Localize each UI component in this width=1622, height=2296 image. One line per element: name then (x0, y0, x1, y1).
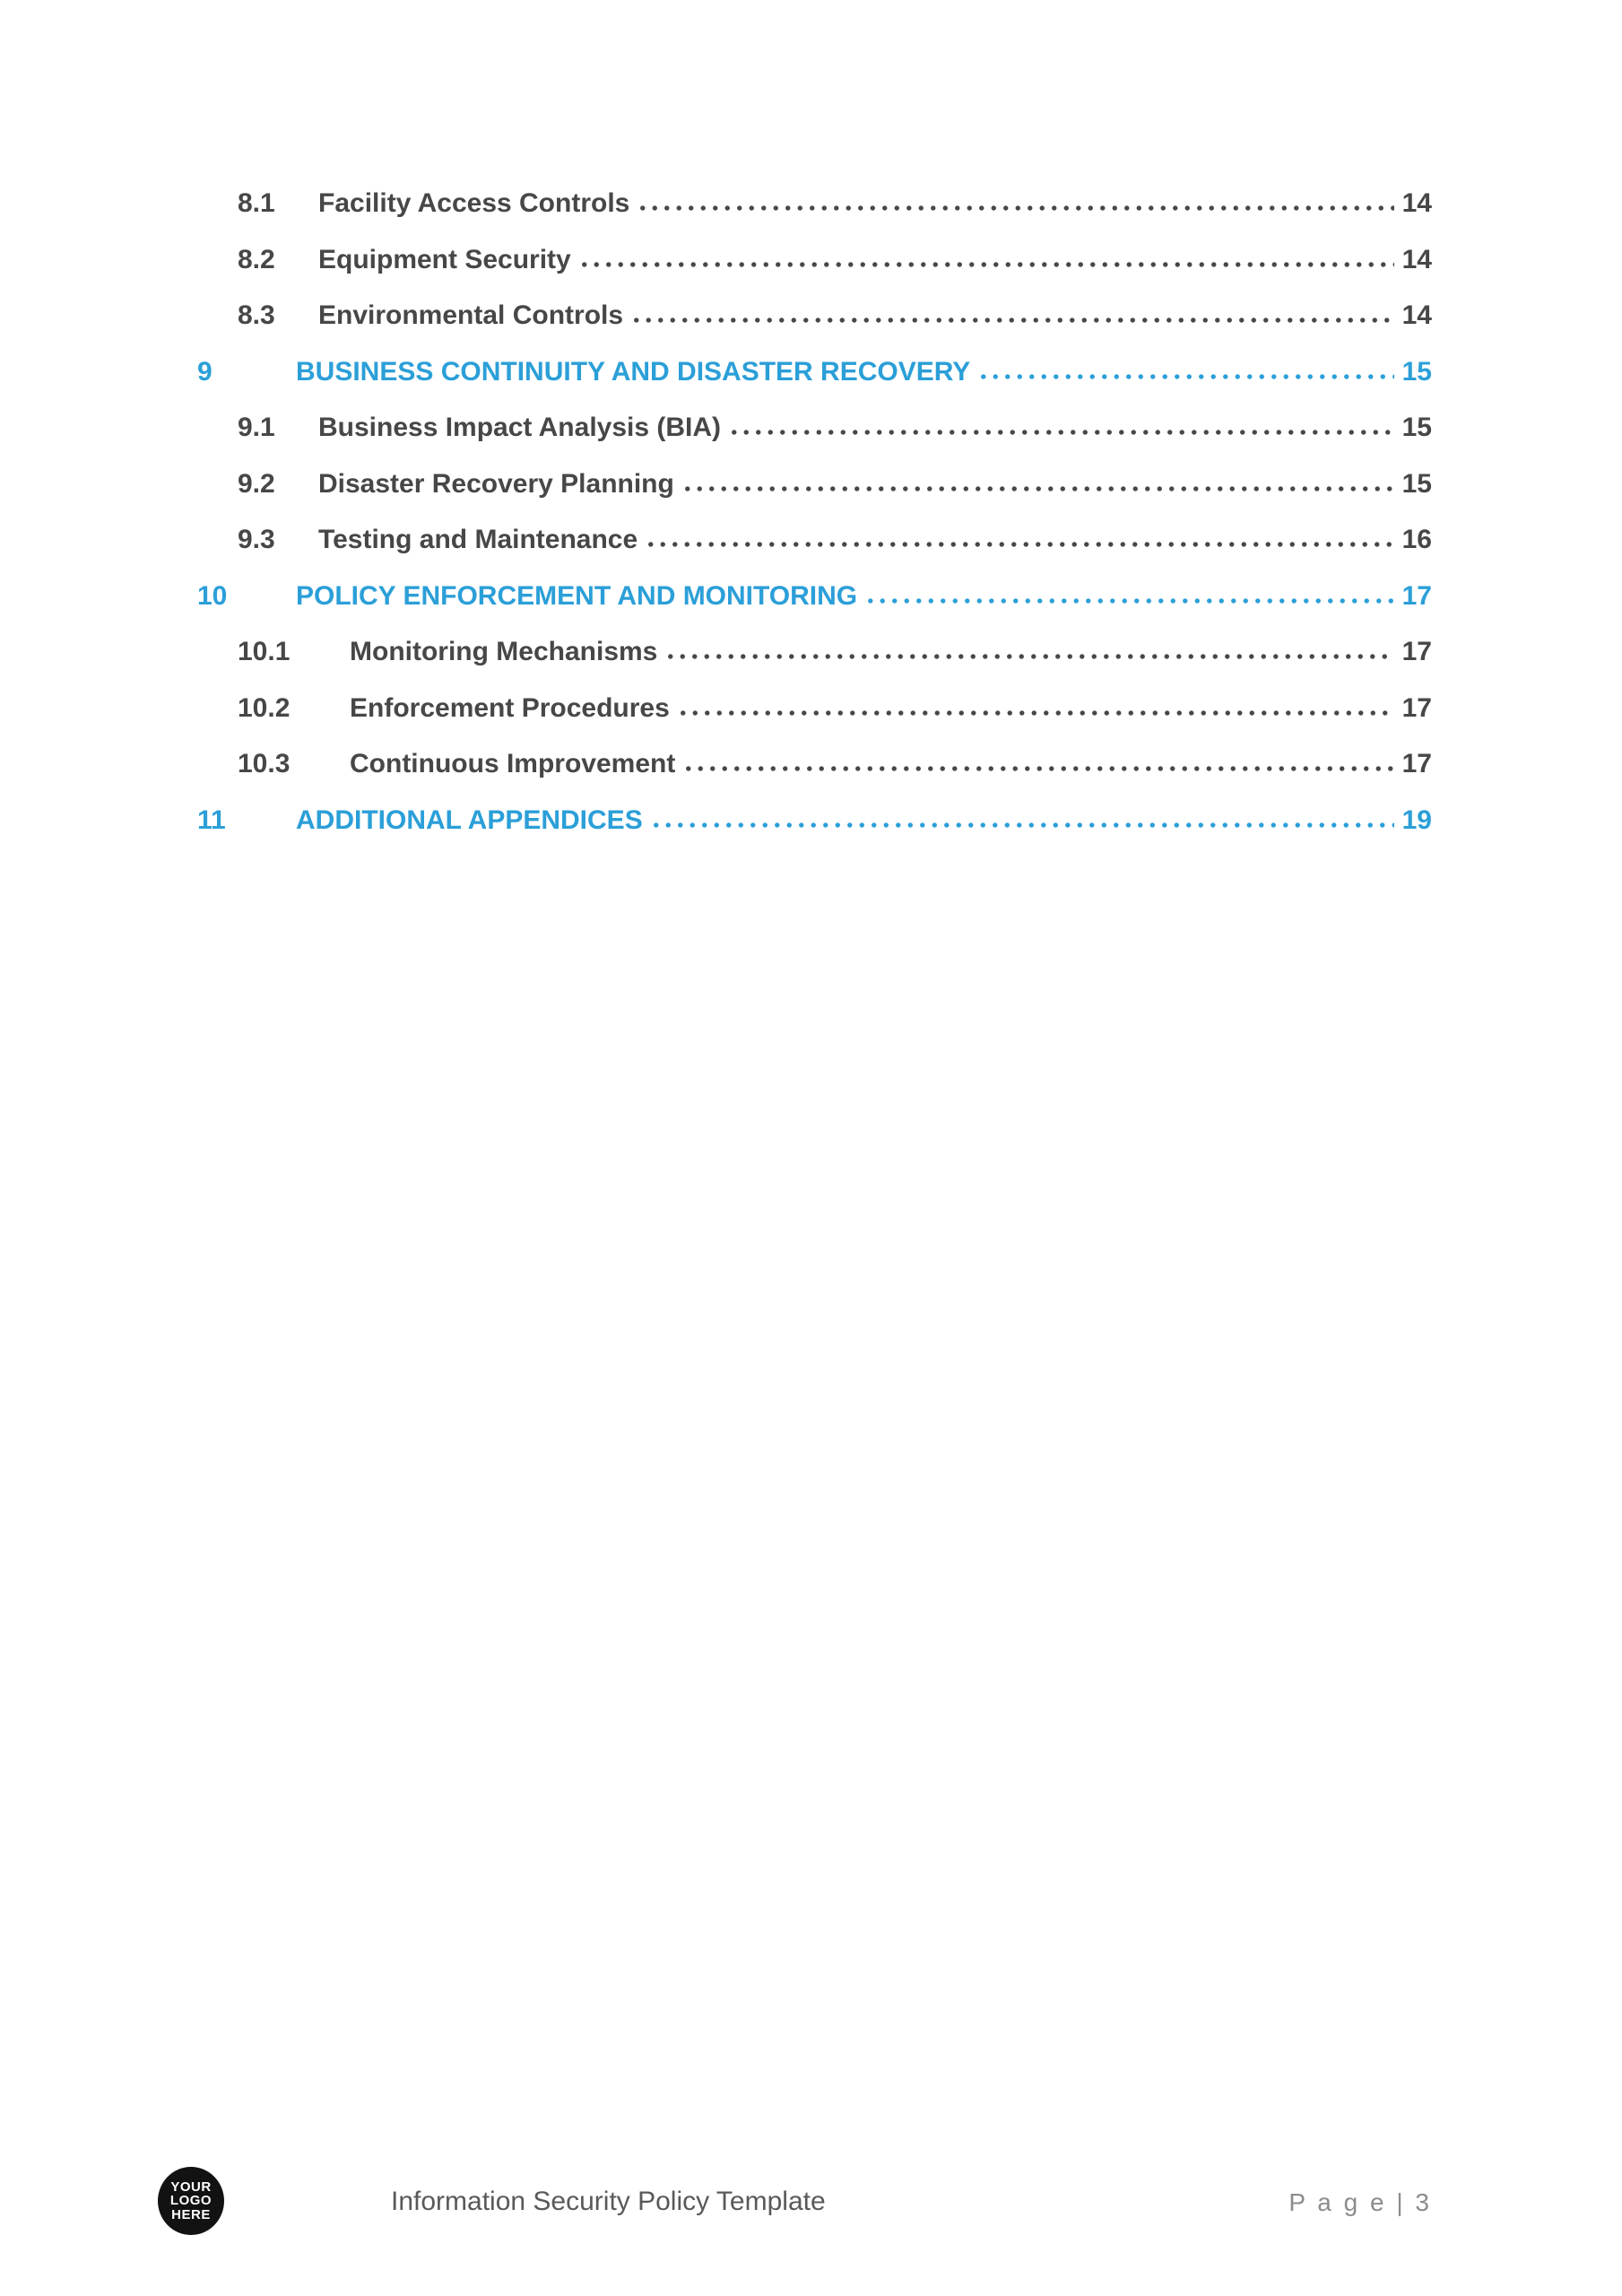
toc-dot-leader (645, 541, 1394, 548)
toc-entry-page: 14 (1401, 300, 1432, 330)
toc-entry-page: 14 (1401, 244, 1432, 274)
toc-entry[interactable] (197, 793, 1432, 849)
toc-dot-leader (650, 822, 1394, 829)
toc-entry-number: 9 (197, 356, 213, 387)
toc-entry[interactable] (197, 736, 1432, 793)
toc-entry-page: 15 (1401, 413, 1432, 442)
toc-entry[interactable] (197, 681, 1432, 737)
toc-dot-leader (630, 317, 1394, 324)
toc-entry-number: 9.1 (238, 413, 275, 442)
toc-entry-title: Equipment Security (318, 244, 571, 274)
toc-entry-page: 16 (1401, 525, 1432, 554)
toc-entry-number: 10.3 (238, 749, 291, 778)
toc-entry-number: 9.3 (238, 525, 275, 554)
toc-entry-number: 8.3 (238, 300, 275, 330)
toc-entry[interactable] (197, 232, 1432, 289)
toc-dot-leader (664, 653, 1394, 660)
toc-entry-title: ADDITIONAL APPENDICES (296, 804, 643, 835)
toc-entry-number: 8.1 (238, 188, 275, 218)
toc-entry[interactable] (197, 288, 1432, 344)
toc-entry-title: Continuous Improvement (350, 749, 676, 778)
toc-entry-title: Facility Access Controls (318, 188, 630, 218)
footer-page-number: P a g e | 3 (1288, 2188, 1432, 2216)
toc-entry-title: Testing and Maintenance (318, 525, 638, 554)
table-of-contents (197, 176, 1432, 848)
logo-line: YOUR (170, 2179, 212, 2195)
toc-entry-page: 15 (1401, 356, 1432, 387)
toc-entry-title: BUSINESS CONTINUITY AND DISASTER RECOVERY (296, 356, 971, 387)
toc-entry-page: 14 (1401, 188, 1432, 218)
logo-line: LOGO (169, 2193, 213, 2209)
toc-entry-page: 17 (1401, 692, 1432, 723)
toc-entry[interactable] (197, 569, 1432, 625)
toc-entry-page: 17 (1401, 580, 1432, 611)
toc-entry-number: 10 (197, 580, 228, 611)
toc-entry[interactable] (197, 344, 1432, 401)
toc-dot-leader (578, 261, 1394, 268)
toc-entry-page: 17 (1401, 749, 1432, 778)
toc-dot-leader (977, 373, 1394, 380)
toc-entry-number: 8.2 (238, 244, 275, 274)
toc-entry[interactable] (197, 400, 1432, 457)
toc-dot-leader (637, 204, 1394, 212)
toc-entry[interactable] (197, 512, 1432, 569)
toc-entry-title: Business Impact Analysis (BIA) (318, 413, 722, 442)
toc-entry-title: Environmental Controls (318, 300, 624, 330)
logo-line: HERE (171, 2206, 211, 2222)
toc-entry-number: 10.2 (238, 692, 291, 723)
toc-entry[interactable] (197, 624, 1432, 681)
toc-dot-leader (681, 485, 1394, 492)
toc-dot-leader (677, 709, 1394, 717)
toc-entry-title: POLICY ENFORCEMENT AND MONITORING (296, 580, 858, 611)
toc-entry-title: Disaster Recovery Planning (318, 468, 674, 499)
toc-entry-title: Monitoring Mechanisms (350, 637, 658, 666)
toc-dot-leader (864, 597, 1394, 604)
toc-entry-page: 19 (1401, 804, 1432, 835)
toc-entry-page: 17 (1401, 637, 1432, 666)
toc-entry[interactable] (197, 457, 1432, 513)
toc-entry[interactable] (197, 176, 1432, 232)
toc-entry-number: 11 (197, 804, 226, 835)
footer-logo (158, 2167, 224, 2235)
toc-dot-leader (728, 429, 1394, 436)
toc-entry-number: 9.2 (238, 468, 275, 499)
footer-document-title: Information Security Policy Template (391, 2187, 826, 2216)
toc-entry-page: 15 (1401, 468, 1432, 499)
toc-entry-title: Enforcement Procedures (350, 692, 670, 723)
toc-entry-number: 10.1 (238, 637, 291, 666)
toc-dot-leader (682, 765, 1394, 772)
